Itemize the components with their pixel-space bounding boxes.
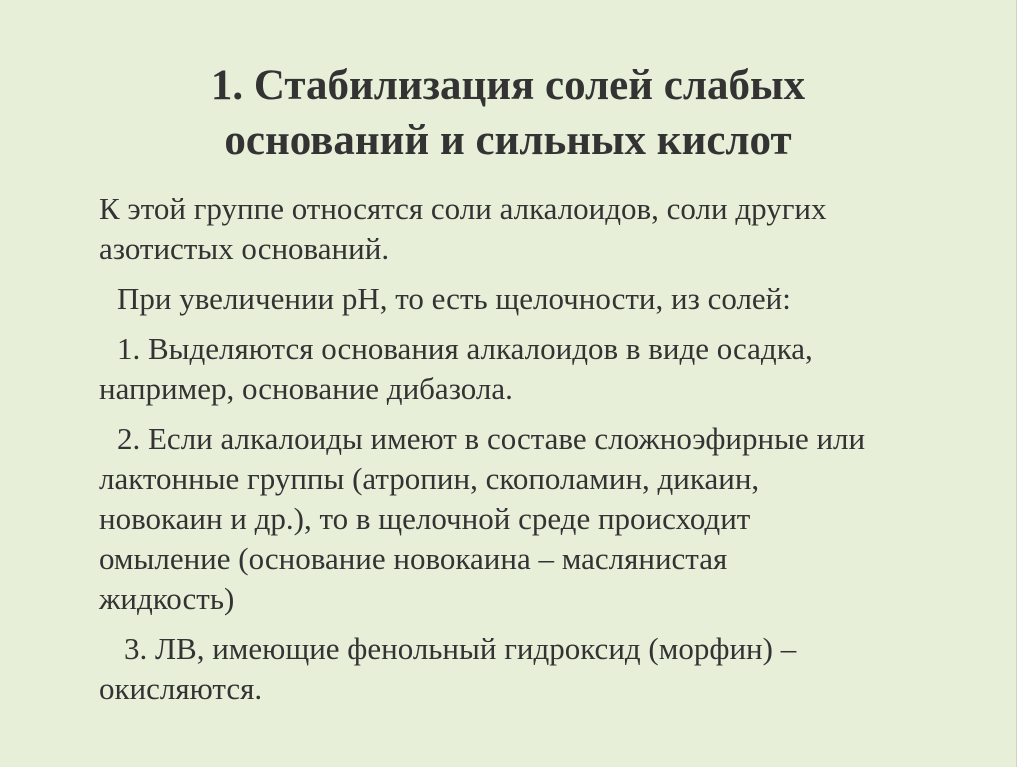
text-line: 3. ЛВ, имеющие фенольный гидроксид (морфин) – bbox=[124, 631, 797, 666]
text-line: например, основание дибазола. bbox=[99, 371, 513, 406]
text-line: К этой группе относятся соли алкалоидов, соли других bbox=[99, 191, 827, 226]
text-line: азотистых оснований. bbox=[99, 231, 390, 266]
text-line: 1. Выделяются основания алкалоидов в виде осадка, bbox=[117, 331, 813, 366]
text-line: При увеличении рН, то есть щелочности, из солей: bbox=[117, 281, 791, 316]
text-line: новокаин и др.), то в щелочной среде происходит bbox=[99, 501, 751, 536]
slide-title bbox=[100, 58, 916, 168]
text-line: омыление (основание новокаина – маслянистая bbox=[99, 541, 728, 576]
paragraph-item-2 bbox=[99, 419, 979, 619]
text-line: лактонные группы (атропин, скополамин, дикаин, bbox=[99, 461, 760, 496]
title-line-2: оснований и сильных кислот bbox=[224, 117, 792, 164]
paragraph-item-1 bbox=[99, 329, 979, 409]
paragraph-intro bbox=[99, 189, 979, 269]
slide-body bbox=[99, 189, 979, 709]
paragraph-item-3 bbox=[99, 629, 979, 709]
title-line-1: 1. Стабилизация солей слабых bbox=[210, 62, 806, 109]
paragraph-ph-increase bbox=[99, 279, 979, 319]
text-line: окисляются. bbox=[99, 671, 263, 706]
text-line: жидкость) bbox=[99, 581, 235, 616]
text-line: 2. Если алкалоиды имеют в составе сложноэфирные или bbox=[117, 421, 866, 456]
